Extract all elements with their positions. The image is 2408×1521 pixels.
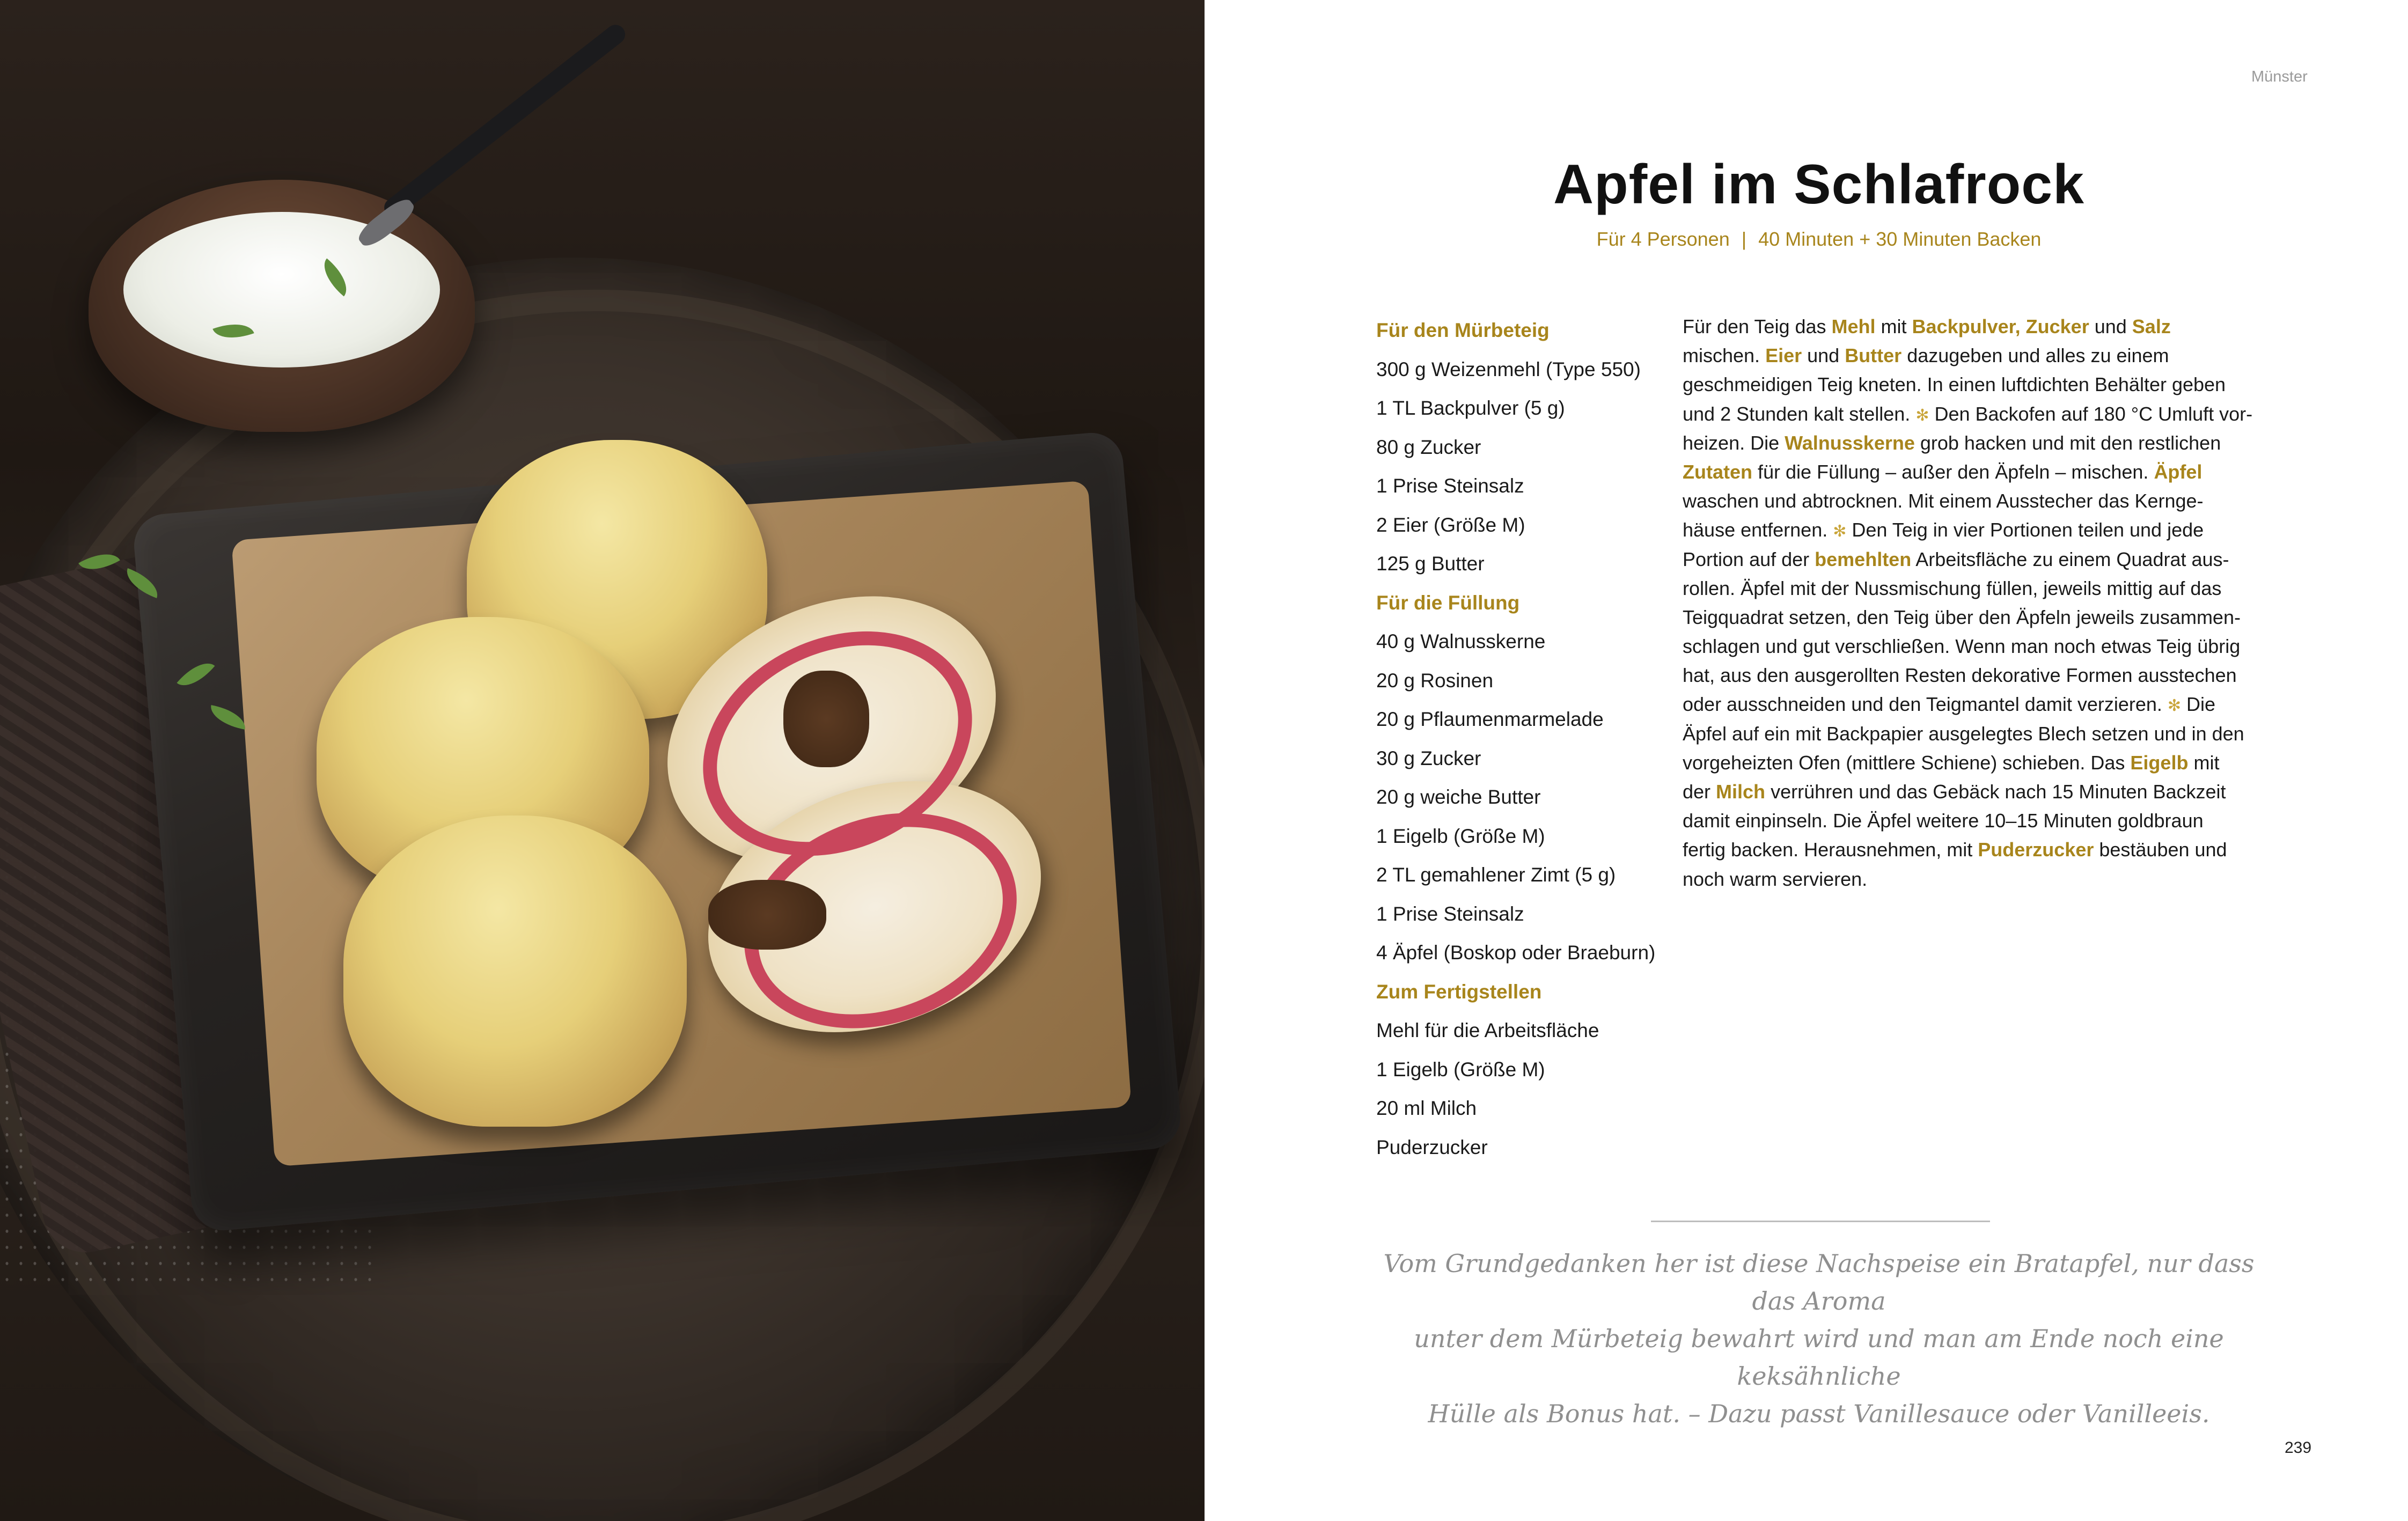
method-line: geschmeidigen Teig kneten. In einen luftdichten Behälter geben [1683, 373, 2226, 396]
ingredient-item: 1 Prise Steinsalz [1376, 475, 1524, 497]
note-line: Hülle als Bonus hat. – Dazu passt Vanillesauce oder Vanilleeis. [1428, 1399, 2210, 1428]
servings: Für 4 Personen [1596, 228, 1730, 250]
ingredient-item: Mehl für die Arbeitsfläche [1376, 1019, 1599, 1041]
method-text-run: und [1802, 344, 1845, 367]
note-line: Vom Grundgedanken her ist diese Nachspeise ein Bratapfel, nur dass das Aroma [1383, 1249, 2255, 1316]
recipe-title: Apfel im Schlafrock [1553, 153, 2084, 216]
ingredient-section-heading: Für die Füllung [1376, 591, 1520, 614]
highlighted-ingredient: Backpulver, Zucker [1912, 315, 2089, 337]
ingredient-section-heading: Für den Mürbeteig [1376, 319, 1550, 341]
method-text-run: und 2 Stunden kalt stellen. [1683, 402, 1916, 425]
method-line: damit einpinseln. Die Äpfel weitere 10–15 Minuten goldbraun [1683, 810, 2204, 832]
running-head: Münster [2251, 68, 2308, 85]
ingredient-item: 80 g Zucker [1376, 436, 1481, 458]
method-line [1683, 312, 2262, 341]
ingredient-item: Puderzucker [1376, 1136, 1488, 1158]
method-text-run: fertig backen. Herausnehmen, mit [1683, 839, 1978, 861]
method-text [1683, 312, 2262, 894]
ingredient-item: 40 g Walnusskerne [1376, 630, 1546, 652]
method-line [1683, 458, 2262, 487]
page-number: 239 [2285, 1439, 2312, 1457]
meta-separator: | [1741, 228, 1747, 250]
recipe-meta [1443, 228, 2194, 251]
nut-filling-2 [708, 880, 826, 950]
method-text-run: bestäuben und [2094, 839, 2227, 861]
highlighted-ingredient: Walnusskerne [1785, 431, 1915, 454]
method-text-run: Den Teig in vier Portionen teilen und jede [1846, 519, 2204, 541]
method-line [1683, 516, 2262, 545]
method-text-run: dazugeben und alles zu einem [1902, 344, 2169, 367]
ingredient-item: 20 ml Milch [1376, 1097, 1477, 1119]
method-line: hat, aus den ausgerollten Resten dekorative Formen ausstechen [1683, 664, 2237, 687]
nut-filling-1 [783, 671, 869, 767]
method-line: Teigquadrat setzen, den Teig über den Äpfeln jeweils zusammen- [1683, 606, 2241, 628]
cream [123, 212, 440, 368]
ingredient-item: 4 Äpfel (Boskop oder Braeburn) [1376, 942, 1656, 964]
highlighted-ingredient: Salz [2132, 315, 2171, 337]
method-line: noch warm servieren. [1683, 868, 1868, 890]
method-text-run: und [2089, 315, 2132, 337]
method-line [1683, 545, 2262, 574]
method-line [1683, 748, 2262, 777]
note-line: unter dem Mürbeteig bewahrt wird und man am Ende noch eine keksähnliche [1414, 1324, 2224, 1391]
ingredient-item: 20 g Pflaumenmarmelade [1376, 708, 1604, 730]
method-text-run: für die Füllung – außer den Äpfeln – mischen. [1752, 460, 2154, 483]
highlighted-ingredient: Butter [1845, 344, 1902, 367]
highlighted-ingredient: Zutaten [1683, 460, 1752, 483]
method-line [1683, 690, 2262, 719]
ingredient-item: 1 Eigelb (Größe M) [1376, 1058, 1545, 1081]
highlighted-ingredient: Mehl [1831, 315, 1876, 337]
highlighted-ingredient: bemehlten [1815, 548, 1912, 570]
ingredient-item: 1 Eigelb (Größe M) [1376, 825, 1545, 847]
method-text-run: grob hacken und mit den restlichen [1914, 431, 2221, 454]
highlighted-ingredient: Milch [1716, 781, 1766, 803]
ingredient-item: 20 g weiche Butter [1376, 786, 1541, 808]
method-text-run: Für den Teig das [1683, 315, 1832, 337]
ingredient-item: 1 Prise Steinsalz [1376, 902, 1524, 925]
step-separator-icon: ✻ [2167, 697, 2182, 715]
method-line [1683, 429, 2262, 458]
method-text-run: häuse entfernen. [1683, 519, 1833, 541]
highlighted-ingredient: Äpfel [2154, 460, 2203, 483]
method-text-run: Portion auf der [1683, 548, 1815, 570]
ingredient-section-heading: Zum Fertigstellen [1376, 980, 1542, 1003]
method-text-run: vorgeheizten Ofen (mittlere Schiene) schieben. Das [1683, 751, 2131, 774]
highlighted-ingredient: Eier [1765, 344, 1802, 367]
highlighted-ingredient: Eigelb [2130, 751, 2189, 774]
method-text-run: mischen. [1683, 344, 1766, 367]
method-text-run: der [1683, 781, 1716, 803]
method-line [1683, 400, 2262, 429]
step-separator-icon: ✻ [1833, 523, 1847, 541]
method-text-run: heizen. Die [1683, 431, 1785, 454]
spoon [380, 21, 629, 221]
method-text-run: mit [2188, 751, 2220, 774]
method-line: Äpfel auf ein mit Backpapier ausgelegtes Blech setzen und in den [1683, 722, 2244, 745]
step-separator-icon: ✻ [1915, 406, 1929, 424]
ingredient-item: 20 g Rosinen [1376, 669, 1494, 692]
method-text-run: mit [1875, 315, 1912, 337]
ingredient-item: 2 TL gemahlener Zimt (5 g) [1376, 864, 1616, 886]
highlighted-ingredient: Puderzucker [1978, 839, 2094, 861]
pastry-apple-3 [343, 815, 687, 1127]
method-line: rollen. Äpfel mit der Nussmischung füllen, jeweils mittig auf das [1683, 577, 2222, 599]
serving-note [1374, 1245, 2264, 1432]
method-text-run: verrühren und das Gebäck nach 15 Minuten Backzeit [1765, 781, 2226, 803]
divider [1651, 1221, 1990, 1222]
ingredient-item: 300 g Weizenmehl (Type 550) [1376, 358, 1641, 380]
method-text-run: oder ausschneiden und den Teigmantel damit verzieren. [1683, 693, 2168, 716]
method-line [1683, 777, 2262, 806]
ingredient-item: 30 g Zucker [1376, 747, 1481, 769]
method-line [1683, 341, 2262, 370]
method-text-run: Die [2181, 693, 2216, 716]
ingredient-item: 125 g Butter [1376, 553, 1485, 575]
method-text-run: Arbeitsfläche zu einem Quadrat aus- [1911, 548, 2229, 570]
time: 40 Minuten + 30 Minuten Backen [1758, 228, 2042, 250]
method-line [1683, 835, 2262, 864]
ingredient-item: 1 TL Backpulver (5 g) [1376, 397, 1565, 419]
ingredient-item: 2 Eier (Größe M) [1376, 513, 1525, 536]
method-text-run: Den Backofen auf 180 °C Umluft vor- [1929, 402, 2253, 425]
ingredient-list [1376, 311, 1666, 1167]
method-line: waschen und abtrocknen. Mit einem Ausstecher das Kernge- [1683, 490, 2204, 512]
method-line: schlagen und gut verschließen. Wenn man noch etwas Teig übrig [1683, 635, 2241, 658]
